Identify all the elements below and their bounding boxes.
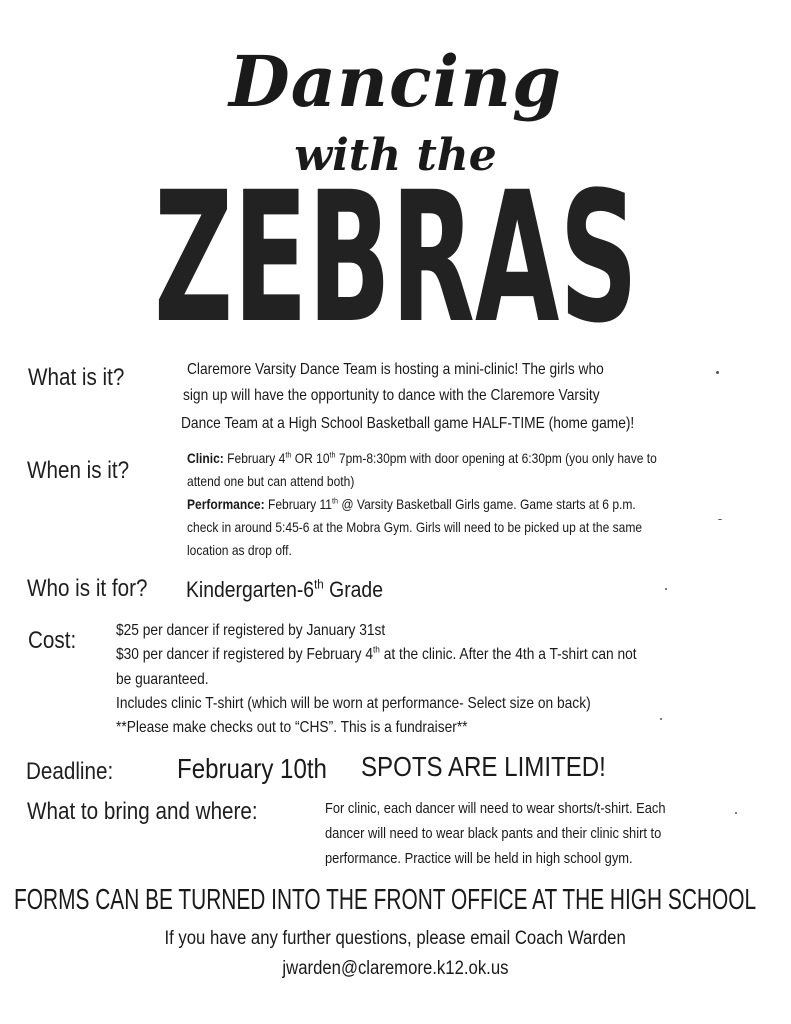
cost-line-2-main: $30 per dancer if registered by February 4 [116,646,373,663]
contact-email[interactable]: jwarden@claremore.k12.ok.us [282,958,509,979]
who-sup: th [314,576,324,592]
bring-line-2: dancer will need to wear black pants and their clinic shirt to [325,825,662,842]
cost-line-2-rest: at the clinic. After the 4th a T-shirt can not [383,646,637,663]
contact-text: If you have any further questions, please email Coach Warden [164,928,627,949]
what-line-2: sign up will have the opportunity to dance with the Claremore Varsity [183,387,600,404]
cost-line-4: Includes clinic T-shirt (which will be worn at performance- Select size on back) [116,695,591,712]
cost-label: Cost: [28,627,77,654]
deadline-note: SPOTS ARE LIMITED! [361,751,606,782]
cost-sup: th [372,644,380,656]
what-line-3: Dance Team at a High School Basketball game HALF-TIME (home game)! [181,415,635,432]
when-label: When is it? [27,457,130,484]
performance-line-3: location as drop off. [187,542,292,558]
bring-line-1: For clinic, each dancer will need to wear shorts/t-shirt. Each [325,800,666,817]
title-zebras-text: ZEBRAS [154,170,638,330]
performance-date: February 11 [267,496,333,512]
title-dancing: Dancing [228,40,562,123]
deadline-label: Deadline: [26,758,114,785]
clinic-line-1 [187,447,657,469]
performance-line-2: check in around 5:45-6 at the Mobra Gym. Girls will need to be picked up at the same [187,519,643,535]
clinic-date-1: February 4 [227,450,286,466]
clinic-sup-1: th [285,449,292,460]
clinic-label: Clinic: [187,450,224,466]
cost-line-5: **Please make checks out to “CHS”. This is a fundraiser** [116,719,468,736]
bring-line-3: performance. Practice will be held in high school gym. [325,850,633,867]
clinic-date-2: OR 10 [294,450,330,466]
performance-label: Performance: [187,496,265,512]
clinic-time: 7pm-8:30pm with door opening at 6:30pm (you only have to [338,450,657,466]
title-zebras [150,170,642,330]
cost-line-2 [116,642,637,667]
title-with-the: with the [294,130,497,181]
deadline-date: February 10th [177,753,327,784]
cost-line-1: $25 per dancer if registered by January 31st [116,622,386,639]
scan-speck [718,519,722,520]
scan-speck [660,718,662,720]
bring-label: What to bring and where: [27,798,258,825]
scan-speck [716,371,719,374]
what-label: What is it? [28,364,125,391]
clinic-sup-2: th [329,449,336,460]
clinic-line-2: attend one but can attend both) [187,473,355,489]
cost-line-3: be guaranteed. [116,671,209,688]
scan-speck [665,588,667,590]
who-grade-word: Grade [329,577,383,602]
forms-notice: FORMS CAN BE TURNED INTO THE FRONT OFFICE AT THE HIGH SCHOOL [14,884,757,916]
performance-detail: @ Varsity Basketball Girls game. Game starts at 6 p.m. [341,496,636,512]
scan-speck [735,812,737,814]
what-line-1: Claremore Varsity Dance Team is hosting a mini-clinic! The girls who [187,361,604,378]
who-value [186,576,383,604]
who-label: Who is it for? [27,575,148,602]
contact-email-line [0,954,791,984]
performance-sup: th [332,495,339,506]
performance-line-1 [187,493,636,515]
contact-line [0,924,791,954]
who-grade: Kindergarten-6 [186,577,315,602]
